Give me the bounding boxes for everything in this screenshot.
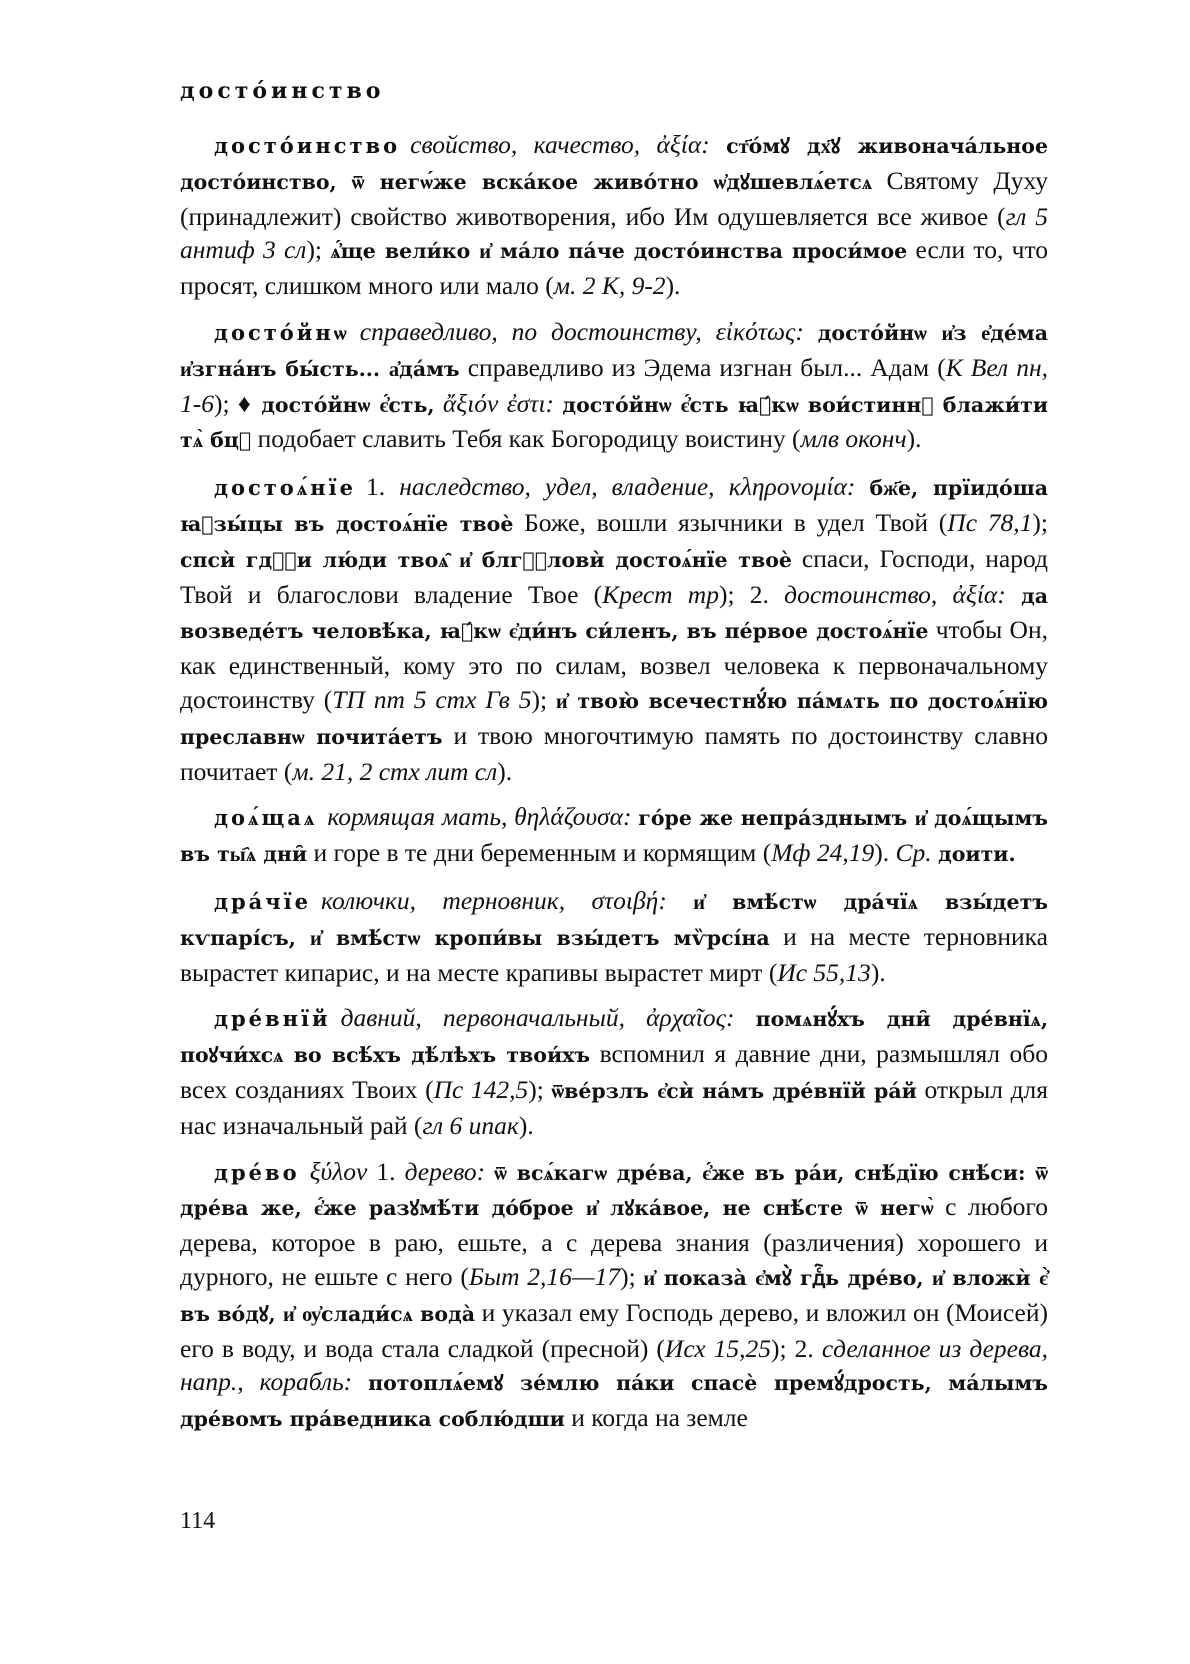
plain-text: ); [1032, 507, 1048, 537]
plain-text [435, 389, 443, 418]
church-slavonic-quote: да возведе́тъ человѣ́ка, ꙗ҆́кѡ є҆ди́нъ си́ленъ, въ пе́рвое достоѧ́нїе [180, 583, 1049, 644]
plain-text [485, 1157, 494, 1186]
entry-headword: достóйнѡ [214, 319, 350, 345]
source-reference: Исх 15,25 [664, 1333, 772, 1363]
plain-text: и твою многочтимую память по достоинству славно почитает ( [180, 720, 1048, 786]
dictionary-entry [180, 1001, 1048, 1142]
church-slavonic-quote: го́ре же непрáзднымъ и҆ доѧ́щымъ въ ты҄ѧ дни̑ [180, 806, 1048, 867]
translation-text: дерево: [404, 1156, 486, 1186]
translation-text: давний, первоначальный, [340, 1003, 625, 1033]
church-slavonic-quote: бж҃е, прїидóша ꙗ҆зы́цы въ достоѧ́нїе твоѐ [180, 476, 1049, 536]
greek-equivalent: ἄξιόν ἐστι: [442, 388, 555, 418]
translation-text: достоинство, [784, 579, 938, 609]
source-reference: млв оконч [800, 424, 907, 454]
plain-text: если то, что просят, слишком много или мало ( [180, 235, 1049, 301]
source-reference: Быт 2,16—17 [468, 1261, 621, 1291]
church-slavonic-quote: и҆ вмѣ́стѡ дрáчїѧ взы́детъ кѵпарі́съ, и҆ вмѣ́стѡ кропи́вы взы́детъ мѷрсі́на [180, 889, 1049, 950]
plain-text [667, 886, 693, 915]
page-number: 114 [180, 1508, 216, 1534]
translation-text: кормящая мать, [327, 802, 508, 832]
plain-text: ); [531, 684, 556, 714]
plain-text: и когда на земле [564, 1403, 748, 1433]
plain-text [352, 1367, 368, 1396]
entry-headword: дре́внїй [214, 1006, 331, 1032]
plain-text: ). [906, 424, 922, 454]
dictionary-entry [180, 800, 1048, 872]
church-slavonic-quote: ст҃óмꙋ дх҃ꙋ живоначáльное достóинство, ѿ негѡ́же вскáкое живóтно ѡ҆дꙋшевлѧ́етсѧ [180, 134, 1049, 194]
plain-text [625, 1003, 646, 1032]
greek-equivalent: κληρονομία: [728, 472, 856, 502]
church-slavonic-quote: и҆ показà є҆мꙋ̀ гдⷭ҇ь дре́во, и҆ вложѝ є҆̀ въ во́дꙋ, и҆ ѹ҆слади́сѧ водà [180, 1265, 1048, 1326]
entry-headword: достоѧ́нїе [214, 475, 357, 501]
plain-text [937, 580, 952, 609]
plain-text: ). [518, 1110, 534, 1140]
translation-text: свойство, качество, [410, 130, 641, 159]
source-reference: Ср. [895, 838, 932, 868]
church-slavonic-quote: спсѝ гдⷭ҇и лю́ди твоѧ̑ и҆ блгⷭ҇ловѝ достоѧ́нїе твоѐ [180, 547, 792, 572]
church-slavonic-quote: доити. [938, 842, 1016, 867]
plain-text [640, 130, 656, 159]
church-slavonic-quote: ѿве́рзлъ є҆сѝ нáмъ дре́внїй рáй [551, 1078, 917, 1103]
plain-text: 1. [366, 472, 400, 502]
source-reference: К Вел пн, 1-6 [180, 352, 1048, 418]
entry-headword: дре́во [214, 1159, 300, 1185]
plain-text: и указал ему Господь дерево, и вложил он (Моисей) его в воду, и вода стала сладкой (пресной) ( [180, 1297, 1048, 1363]
entry-headword: дрáчїе [214, 888, 311, 914]
church-slavonic-quote: достóйнѡ є҆́сть, [261, 392, 435, 417]
source-reference: Пс 78,1 [947, 507, 1033, 537]
greek-equivalent: στοιβή: [591, 885, 667, 915]
source-reference: м. 21, 2 стх лит сл [292, 756, 498, 786]
translation-text: сделанное из дерева, напр., корабль: [180, 1333, 1049, 1397]
church-slavonic-quote: достóйнѡ и҆з е҆дéма и҆згнáнъ бы́сть... а҆дáмъ [180, 320, 1048, 381]
greek-equivalent: ἀρχαῖος: [646, 1003, 735, 1033]
greek-equivalent: ἀξία: [952, 579, 1006, 609]
plain-text: чтобы Он, как единственный, кому это по силам, возвел человека к первоначальному достоинству ( [180, 615, 1048, 714]
plain-text [734, 1003, 755, 1032]
source-reference: Мф 24,19 [771, 838, 875, 868]
translation-text: колючки, терновник, [321, 885, 566, 915]
plain-text: ); ♦ [214, 388, 262, 418]
plain-text: и на месте терновника вырастет кипарис, и на месте крапивы вырастет мирт ( [180, 921, 1048, 987]
plain-text: справедливо из Эдема изгнан был... Адам ( [459, 352, 946, 382]
plain-text: Боже, вошли язычники в удел Твой ( [513, 507, 948, 537]
source-reference: гл 6 ипак [422, 1110, 519, 1140]
church-slavonic-quote: достóйнѡ є҆́сть ꙗ҆́кѡ вои́стиннꙋ блажи́ти тѧ̀ бцꙋ [180, 392, 1049, 453]
plain-text [855, 472, 869, 501]
plain-text: ). [874, 838, 896, 868]
plain-text [1006, 580, 1021, 609]
plain-text [710, 130, 726, 159]
entry-headword: достóинство [214, 133, 401, 158]
dictionary-entry [180, 315, 1048, 458]
dictionary-body [180, 128, 1048, 1449]
church-slavonic-quote: ѿ всѧ́кагѡ дре́ва, є҆́же въ рáи, снѣ́дїю снѣ́си: ѿ дре́ва же, є҆́же разꙋмѣ́ти до́брое и҆ лꙋкáвое, не снѣ́сте ѿ негѡ̀ [180, 1160, 1049, 1221]
translation-text: справедливо, по достоинству, [359, 316, 702, 346]
source-reference: ТП пт 5 стх Гв 5 [332, 684, 532, 714]
church-slavonic-quote: и҆ твою̀ всечестнꙋ́ю пáмѧть по достоѧ́нїю преславнѡ почитáетъ [180, 688, 1048, 749]
translation-text: наследство, удел, владение, [399, 472, 715, 502]
running-head: достóинство [180, 78, 385, 104]
plain-text: 1. [367, 1156, 405, 1186]
plain-text [715, 472, 729, 501]
entry-headword: доѧ́щаѧ [214, 805, 318, 831]
church-slavonic-quote: ѧ҆́ще вели́ко и҆ мáло пáче достóинства проси́мое [330, 239, 908, 264]
plain-text: вспомнил я давние дни, размышлял обо всех созданиях Твоих ( [180, 1039, 1048, 1104]
greek-equivalent: θηλάζουσα: [514, 802, 632, 832]
plain-text: и горе в те дни беременным и кормящим ( [307, 838, 772, 868]
plain-text: ). [870, 957, 886, 987]
source-reference: Крест тр [602, 579, 719, 609]
plain-text: ); [620, 1261, 644, 1291]
source-reference: гл 5 антиф 3 сл [180, 201, 1049, 265]
plain-text: ); [528, 1074, 552, 1104]
plain-text: подобает славить Тебя как Богородицу воистину ( [251, 424, 801, 454]
plain-text: с любого дерева, которое в раю, ешьте, а с дерева знания (различения) хорошего и дурного, не ешьте с него ( [180, 1192, 1048, 1291]
plain-text: ). [665, 271, 681, 301]
dictionary-entry [180, 884, 1048, 989]
plain-text: ); [306, 235, 331, 265]
source-reference: Пс 142,5 [433, 1074, 529, 1104]
plain-text: ); 2. [718, 579, 785, 609]
source-reference: Ис 55,13 [777, 957, 871, 987]
dictionary-entry [180, 470, 1048, 788]
greek-equivalent: ξύλον [309, 1156, 368, 1186]
plain-text: ); 2. [771, 1333, 822, 1363]
plain-text [804, 317, 818, 346]
plain-text: Святому Духу (принадлежит) свойство животворения, ибо Им одушевляется все живое ( [180, 165, 1048, 231]
dictionary-entry [180, 128, 1048, 303]
plain-text [565, 886, 591, 915]
plain-text: ). [497, 756, 513, 786]
dictionary-entry [180, 1155, 1048, 1437]
church-slavonic-quote: помѧнꙋ́хъ дни̑ дре́внїѧ, поꙋчи́хсѧ во всѣ́хъ дѣ́лѣхъ твои́хъ [180, 1007, 1049, 1068]
greek-equivalent: εἰκότως: [715, 316, 804, 346]
plain-text [702, 317, 716, 346]
plain-text: открыл для нас изначальный рай ( [180, 1074, 1049, 1140]
greek-equivalent: ἀξία: [656, 130, 710, 159]
source-reference: м. 2 К, 9-2 [553, 271, 666, 301]
church-slavonic-quote: потоплѧ́емꙋ зе́млю пáки спасѐ премꙋ́дрость, мáлымъ дре́вомъ прáведника соблю́дши [180, 1371, 1049, 1432]
plain-text: спаси, Господи, народ Твой и благослови владение Твое ( [180, 543, 1048, 609]
